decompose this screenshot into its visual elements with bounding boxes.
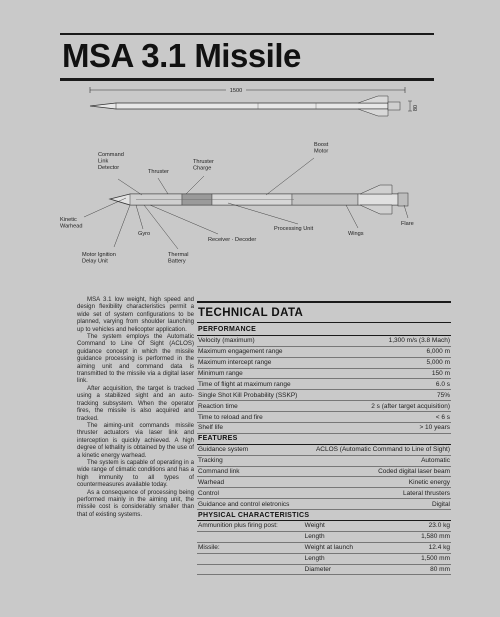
spec-row: [197, 564, 451, 575]
label-flare: Flare: [401, 221, 414, 227]
description-paragraph: The system is capable of operating in a wide range of climatic conditions and has a high immunity to all types of countermeasures available today.: [77, 458, 194, 489]
spec-value: 75%: [314, 390, 451, 401]
spec-value: 5,000 m: [314, 357, 451, 368]
spec-sublabel: Length: [304, 531, 385, 542]
spec-value: 2 s (after target acquisition): [314, 401, 451, 412]
label-command-link-detector: Command Link Detector: [98, 152, 124, 171]
spec-row: [197, 423, 451, 434]
length-dimension: [90, 87, 405, 93]
spec-label: Ammunition plus firing post:: [197, 521, 304, 532]
spec-label: [197, 564, 304, 575]
features-heading: FEATURES: [197, 433, 451, 444]
label-gyro: Gyro: [138, 231, 151, 237]
label-kinetic-warhead: Kinetic Warhead: [60, 217, 83, 230]
description-paragraph: The aiming-unit commands missile thruster actuators via laser link and interception is quickly achieved. A high degree of lethality is obtained by the use of a kinetic energy warhead.: [77, 421, 194, 459]
spec-value: 1,500 mm: [385, 553, 451, 564]
length-label: 1500: [229, 88, 243, 94]
spec-label: Reaction time: [197, 401, 314, 412]
description-paragraph: MSA 3.1 low weight, high speed and design flexibility characteristics permit a wide set of system configurations to be planned, varying from shoulder launching up to vehicles and helicopter application.: [77, 296, 194, 333]
page-title: MSA 3.1 Missile: [62, 37, 301, 74]
missile-drawing: [58, 84, 438, 279]
label-motor-ignition: Motor Ignition Delay Unit: [82, 252, 116, 265]
technical-data-panel: [197, 301, 451, 575]
diameter-label: 80: [413, 104, 419, 112]
spec-value: Kinetic energy: [314, 477, 451, 488]
spec-label: Maximum intercept range: [197, 357, 314, 368]
spec-label: Velocity (maximum): [197, 335, 314, 346]
spec-label: Shelf life: [197, 423, 314, 434]
title-bottom-rule: [60, 78, 434, 81]
spec-value: Digital: [314, 499, 451, 510]
spec-row: [197, 466, 451, 477]
spec-value: 23.0 kg: [385, 521, 451, 532]
label-thermal-battery: Thermal Battery: [168, 252, 189, 265]
spec-value: 6,000 m: [314, 346, 451, 357]
spec-label: Guidance system: [197, 444, 314, 455]
description-paragraph: The system employs the Automatic Command to Line Of Sight (ACLOS) guidance concept in which the missile guidance processing is performed in the aiming unit and command data is transmitted to the missile via a digital laser link.: [77, 333, 194, 385]
spec-label: Time to reload and fire: [197, 412, 314, 423]
spec-value: 80 mm: [385, 564, 451, 575]
spec-value: 1,580 mm: [385, 531, 451, 542]
spec-value: < 6 s: [314, 412, 451, 423]
spec-value: 12.4 kg: [385, 542, 451, 553]
spec-row: [197, 335, 451, 346]
diameter-dimension: [408, 101, 412, 111]
spec-row: [197, 521, 451, 532]
spec-row: [197, 379, 451, 390]
label-processing-unit: Processing Unit: [274, 226, 314, 232]
spec-row: [197, 346, 451, 357]
spec-row: [197, 368, 451, 379]
spec-row: [197, 390, 451, 401]
physical-characteristics-table: [197, 510, 451, 575]
spec-row: [197, 488, 451, 499]
description-paragraph: After acquisition, the target is tracked using a stabilized sight and an auto-tracking subsystem. When the operator fires, the missile is also acquired and tracked.: [77, 384, 194, 422]
technical-data-table: [197, 325, 451, 510]
spec-label: Warhead: [197, 477, 314, 488]
label-thruster: Thruster: [148, 169, 169, 175]
spec-label: [197, 531, 304, 542]
spec-row: [197, 499, 451, 510]
spec-value: > 10 years: [314, 423, 451, 434]
label-wings: Wings: [348, 231, 364, 237]
spec-row: [197, 531, 451, 542]
physical-section: [197, 510, 451, 575]
spec-label: Single Shot Kill Probability (SSKP): [197, 390, 314, 401]
spec-sublabel: Weight at launch: [304, 542, 385, 553]
spec-row: [197, 553, 451, 564]
spec-label: Control: [197, 488, 314, 499]
spec-row: [197, 455, 451, 466]
spec-value: 6.0 s: [314, 379, 451, 390]
spec-sublabel: Length: [304, 553, 385, 564]
missile-exterior-view: [90, 96, 400, 116]
performance-section: [197, 325, 451, 433]
label-thruster-charge: Thruster Charge: [193, 159, 214, 172]
spec-label: Minimum range: [197, 368, 314, 379]
missile-cutaway-view: [110, 185, 408, 214]
technical-data-title: TECHNICAL DATA: [197, 301, 451, 323]
performance-heading: PERFORMANCE: [197, 325, 451, 335]
spec-value: 1,300 m/s (3.8 Mach): [314, 335, 451, 346]
spec-value: Coded digital laser beam: [314, 466, 451, 477]
description-paragraph: As a consequence of processing being performed mainly in the aiming unit, the missile cost is considerably smaller than that of existing systems.: [77, 488, 194, 518]
spec-value: ACLOS (Automatic Command to Line of Sight): [314, 444, 451, 455]
spec-label: [197, 553, 304, 564]
title-top-rule: [60, 33, 434, 35]
spec-value: 150 m: [314, 368, 451, 379]
spec-label: Guidance and control eletronics: [197, 499, 314, 510]
spec-value: Lateral thrusters: [314, 488, 451, 499]
spec-sublabel: Diameter: [304, 564, 385, 575]
spec-value: Automatic: [314, 455, 451, 466]
spec-label: Maximum engagement range: [197, 346, 314, 357]
spec-label: Time of flight at maximum range: [197, 379, 314, 390]
physical-heading: PHYSICAL CHARACTERISTICS: [197, 510, 451, 520]
label-receiver-decoder: Receiver · Decoder: [208, 237, 257, 243]
spec-row: [197, 444, 451, 455]
spec-sublabel: Weight: [304, 521, 385, 532]
spec-row: [197, 542, 451, 553]
features-section: [197, 433, 451, 509]
spec-row: [197, 357, 451, 368]
spec-row: [197, 412, 451, 423]
spec-label: Command link: [197, 466, 314, 477]
spec-row: [197, 401, 451, 412]
spec-label: Missile:: [197, 542, 304, 553]
description-text: [77, 296, 194, 518]
label-boost-motor: Boost Motor: [314, 142, 329, 155]
spec-label: Tracking: [197, 455, 314, 466]
spec-row: [197, 477, 451, 488]
